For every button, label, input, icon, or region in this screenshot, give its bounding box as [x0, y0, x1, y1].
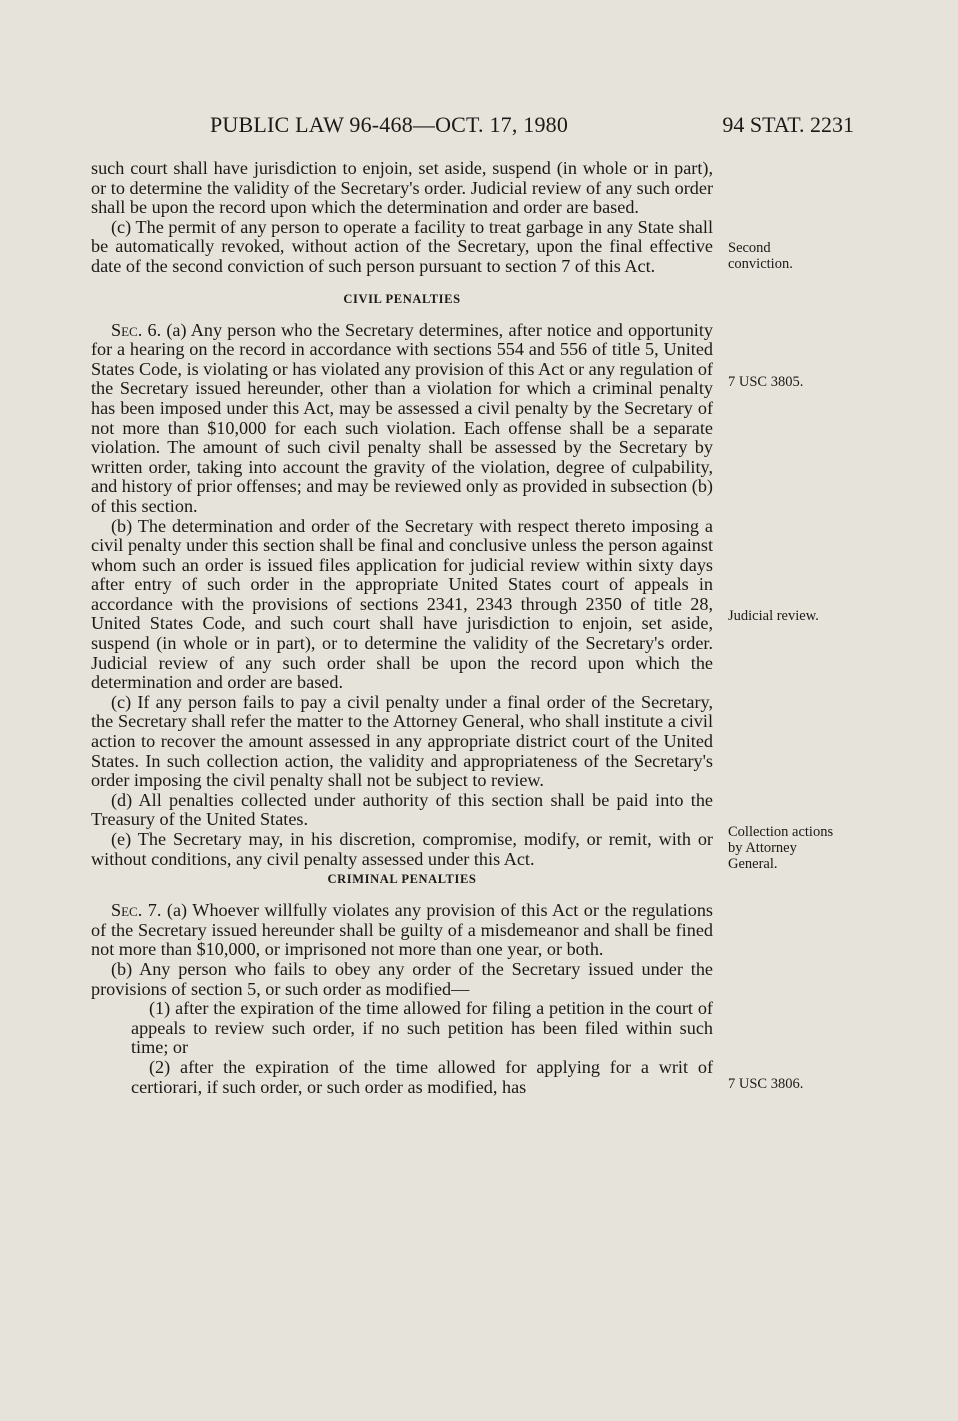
sec7a-text: (a) Whoever willfully violates any provision of this Act or the regulations of the Secretary issued hereunder shall be guilty of a misdemeanor and shall be fined not more than $10,000, or imprisoned not more than one year, or both.	[91, 900, 713, 960]
paragraph-sec7b: (b) Any person who fails to obey any order of the Secretary issued under the provisions of section 5, or such order as modified—	[91, 958, 713, 999]
margin-note-collection: Collection actions by Attorney General.	[728, 824, 834, 872]
sec7-label: Sec. 7.	[111, 900, 162, 921]
page-header	[0, 112, 958, 142]
heading-civil-penalties: CIVIL PENALTIES	[343, 291, 461, 306]
paragraph-sec6e: (e) The Secretary may, in his discretion, compromise, modify, or remit, with or without conditions, any civil penalty assessed under this Act.	[91, 829, 713, 869]
paragraph-sec7a	[91, 901, 713, 960]
sec6a-text: (a) Any person who the Secretary determines, after notice and opportunity for a hearing on the record in accordance with sections 554 and 556 of title 5, United States Code, is violating or has violated any provision of this Act or any regulation of the Secretary issued hereunder, other than a violation for which a criminal penalty has been imposed under this Act, may be assessed a civil penalty by the Secretary of not more than $10,000 for each such violation. Each offense shall be a separate violation. The amount of such civil penalty shall be assessed by the Secretary by written order, taking into account the gravity of the violation, degree of culpability, and history of prior offenses; and may be reviewed only as provided in subsection (b) of this section.	[91, 319, 713, 516]
header-title: PUBLIC LAW 96-468—OCT. 17, 1980	[210, 112, 569, 137]
margin-note-judicial-review: Judicial review.	[728, 608, 819, 624]
document-body	[91, 159, 713, 1097]
paragraph-sec7b1: (1) after the expiration of the time allowed for filing a petition in the court of appeals to review such order, if no such petition has been filed within such time; or	[131, 998, 713, 1058]
header-stat-citation: 94 STAT. 2231	[722, 112, 854, 137]
paragraph-sec7b2: (2) after the expiration of the time allowed for applying for a writ of certiorari, if such order, or such order as modified, has	[131, 1056, 713, 1097]
margin-note-usc-3806: 7 USC 3806.	[728, 1076, 804, 1092]
sec6-label: Sec. 6.	[111, 319, 162, 340]
margin-note-usc-3805: 7 USC 3805.	[728, 374, 804, 390]
paragraph-5c: (c) The permit of any person to operate a facility to treat garbage in any State shall be automatically revoked, without action of the Secretary, upon the final effective date of the second conviction of such person pursuant to section 7 of this Act.	[91, 216, 713, 276]
paragraph-sec6a	[91, 321, 713, 517]
paragraph-sec6d: (d) All penalties collected under authority of this section shall be paid into the Treasury of the United States.	[91, 789, 713, 830]
margin-note-second-conviction: Second conviction.	[728, 240, 793, 272]
paragraph-sec6c: (c) If any person fails to pay a civil penalty under a final order of the Secretary, the Secretary shall refer the matter to the Attorney General, who shall institute a civil action to recover the amount assessed in any appropriate district court of the United States. In such collection action, the validity and appropriateness of the Secretary's order imposing the civil penalty shall not be subject to review.	[91, 691, 713, 791]
paragraph-sec6b: (b) The determination and order of the Secretary with respect thereto imposing a civil penalty under this section shall be final and conclusive unless the person against whom such an order is issued files application for judicial review within sixty days after entry of such order in the appropriate United States court of appeals in accordance with the provisions of sections 2341, 2343 through 2350 of title 28, United States Code, and such court shall have jurisdiction to enjoin, set aside, suspend (in whole or in part), or to determine the validity of the Secretary's order. Judicial review of any such order shall be upon the record upon which the determination and order are based.	[91, 515, 713, 693]
paragraph-continuation: such court shall have jurisdiction to enjoin, set aside, suspend (in whole or in part), or to determine the validity of the Secretary's order. Judicial review of any such order shall be upon the record upon which the determination and order are based.	[91, 158, 713, 218]
heading-criminal-penalties: CRIMINAL PENALTIES	[327, 872, 477, 887]
